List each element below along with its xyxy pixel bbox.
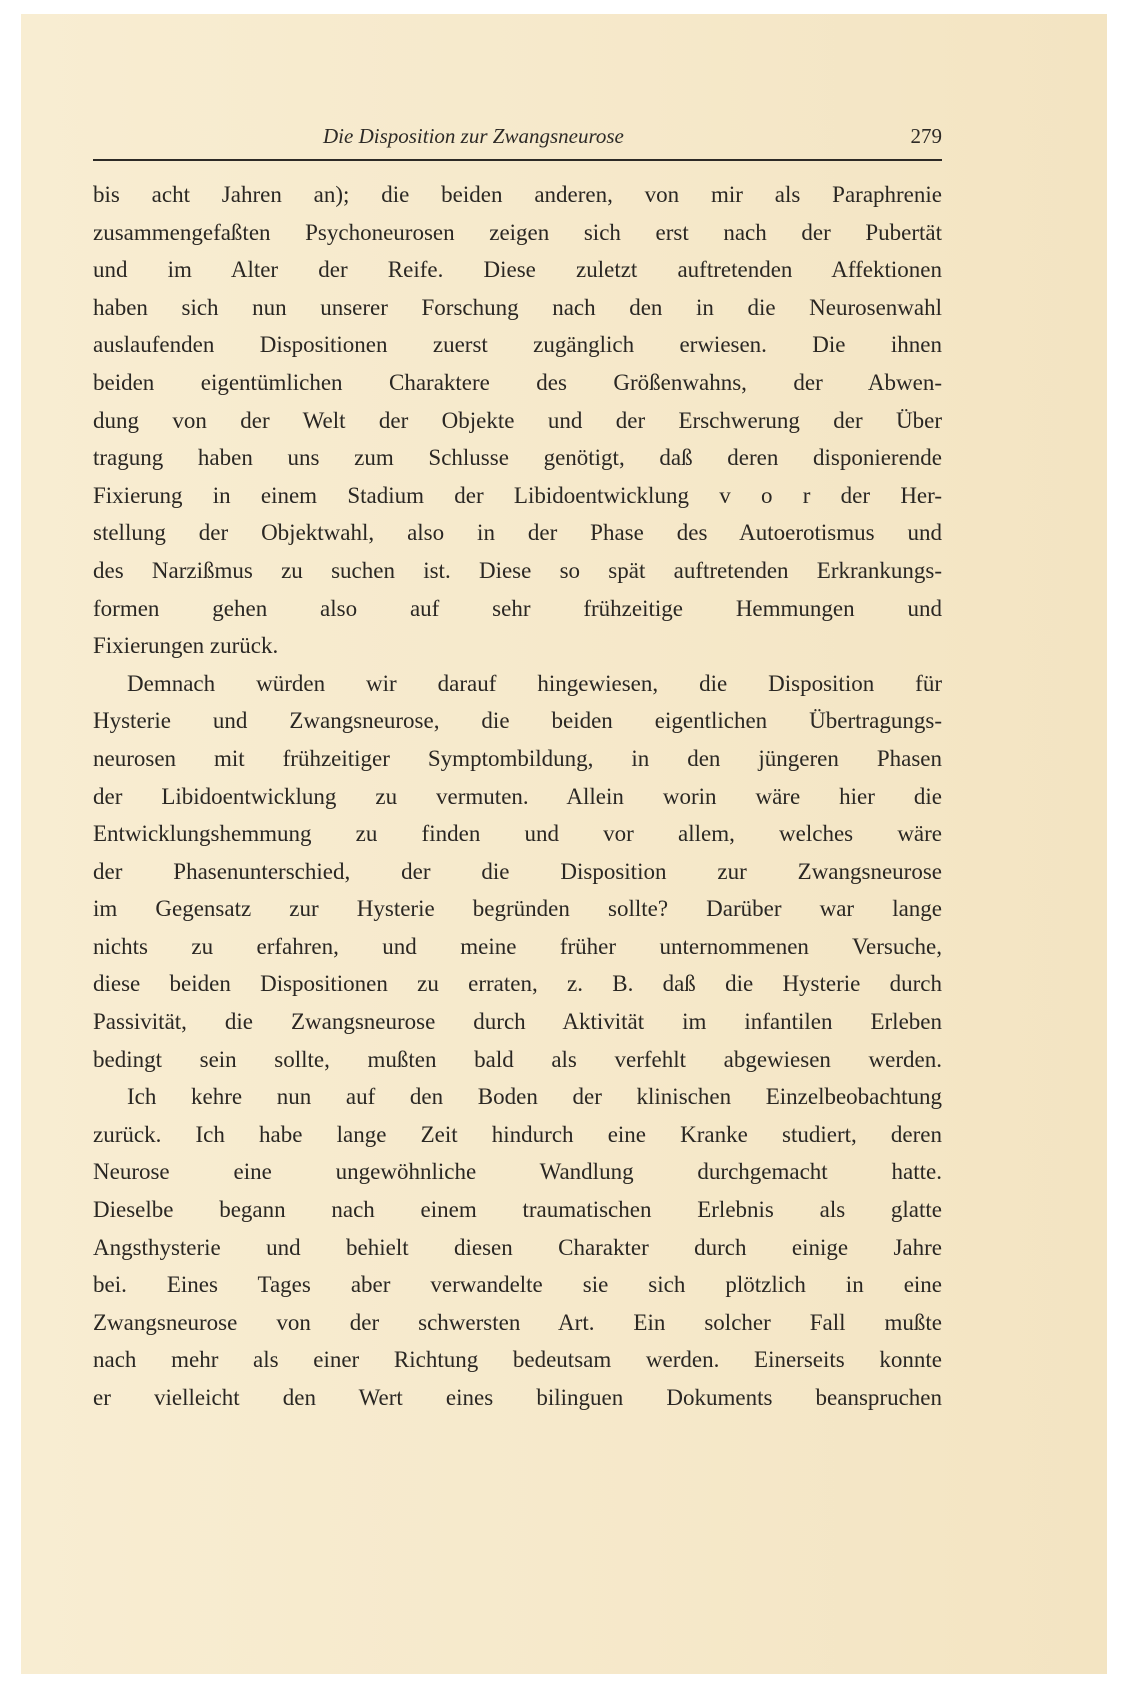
text-line: bedingt sein sollte, mußten bald als verfehlt abgewiesen werden. — [93, 1046, 942, 1072]
text-line: im Gegensatz zur Hysterie begründen sollte? Darüber war lange — [93, 896, 942, 922]
text-line: beiden eigentümlichen Charaktere des Größenwahns, der Abwen- — [93, 369, 942, 395]
text-line: zurück. Ich habe lange Zeit hindurch eine Kranke studiert, deren — [93, 1121, 942, 1147]
text-line: er vielleicht den Wert eines bilinguen Dokuments beanspruchen — [93, 1385, 942, 1410]
text-line: und im Alter der Reife. Diese zuletzt auftretenden Affektionen — [93, 257, 942, 283]
text-line: neurosen mit frühzeitiger Symptombildung, in den jüngeren Phasen — [93, 745, 942, 771]
text-line: Zwangsneurose von der schwersten Art. Ein solcher Fall mußte — [93, 1309, 942, 1335]
page-number: 279 — [910, 124, 942, 148]
text-line: dung von der Welt der Objekte und der Erschwerung der Über — [93, 407, 942, 433]
running-header — [93, 124, 942, 152]
text-line: nach mehr als einer Richtung bedeutsam werden. Einerseits konnte — [93, 1347, 942, 1373]
text-line: zusammengefaßten Psychoneurosen zeigen sich erst nach der Pubertät — [93, 219, 942, 245]
text-line: Ich kehre nun auf den Boden der klinischen Einzelbeobachtung — [127, 1084, 942, 1110]
text-line: Entwicklungshemmung zu finden und vor allem, welches wäre — [93, 821, 942, 847]
text-line: Fixierung in einem Stadium der Libidoentwicklung v o r der Her- — [93, 482, 942, 508]
text-line: Passivität, die Zwangsneurose durch Aktivität im infantilen Erleben — [93, 1009, 942, 1035]
text-line: Hysterie und Zwangsneurose, die beiden eigentlichen Übertragungs- — [93, 708, 942, 734]
body-text — [93, 176, 942, 1417]
text-line: auslaufenden Dispositionen zuerst zugänglich erwiesen. Die ihnen — [93, 332, 942, 358]
text-line: der Phasenunterschied, der die Disposition zur Zwangsneurose — [93, 858, 942, 884]
text-line: der Libidoentwicklung zu vermuten. Allein worin wäre hier die — [93, 783, 942, 809]
text-line: Neurose eine ungewöhnliche Wandlung durchgemacht hatte. — [93, 1159, 942, 1185]
text-line: des Narzißmus zu suchen ist. Diese so spät auftretenden Erkrankungs- — [93, 557, 942, 583]
text-line: stellung der Objektwahl, also in der Phase des Autoerotismus und — [93, 520, 942, 546]
text-line: formen gehen also auf sehr frühzeitige Hemmungen und — [93, 595, 942, 621]
text-line: bei. Eines Tages aber verwandelte sie sich plötzlich in eine — [93, 1272, 942, 1298]
text-line: nichts zu erfahren, und meine früher unternommenen Versuche, — [93, 933, 942, 959]
text-line: haben sich nun unserer Forschung nach den in die Neurosenwahl — [93, 294, 942, 320]
text-line: Demnach würden wir darauf hingewiesen, die Disposition für — [127, 670, 942, 696]
text-line: Angsthysterie und behielt diesen Charakter durch einige Jahre — [93, 1234, 942, 1260]
text-line: tragung haben uns zum Schlusse genötigt, daß deren disponierende — [93, 445, 942, 471]
text-line: diese beiden Dispositionen zu erraten, z. B. daß die Hysterie durch — [93, 971, 942, 997]
header-title: Die Disposition zur Zwangsneurose — [323, 124, 624, 148]
text-line: bis acht Jahren an); die beiden anderen, von mir als Paraphrenie — [93, 182, 942, 207]
text-line: Fixierungen zurück. — [93, 633, 279, 659]
text-line: Dieselbe begann nach einem traumatischen Erlebnis als glatte — [93, 1197, 942, 1223]
header-rule — [93, 159, 942, 161]
